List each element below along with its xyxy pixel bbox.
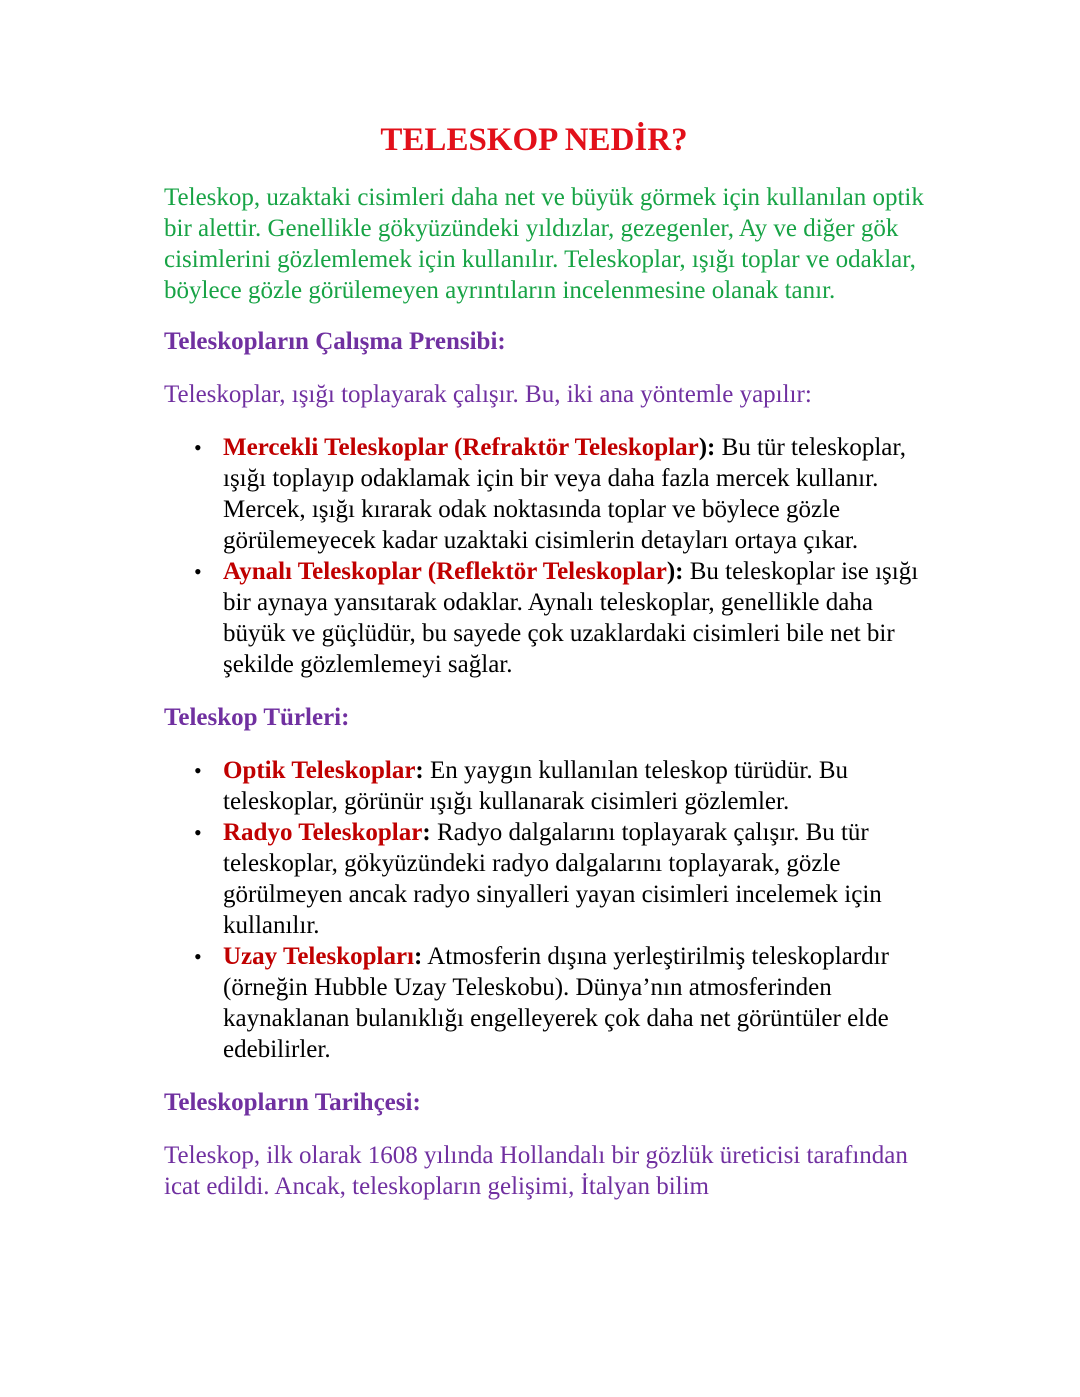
- section-paragraph: Teleskoplar, ışığı toplayarak çalışır. Bu, iki ana yöntemle yapılır:: [164, 381, 812, 408]
- list-item-term: Uzay Teleskopları: [223, 943, 414, 970]
- section-heading: Teleskopların Tarihçesi:: [164, 1089, 421, 1116]
- list-item-text: Radyo dalgalarını toplayarak çalışır. Bu tür teleskoplar, gökyüzündeki radyo dalgalarını toplayarak, gözle görülmeyen ancak radyo sinyalleri yayan cisimleri incelemek için kullanılır.: [223, 819, 882, 939]
- list-item-colon: :: [415, 757, 424, 784]
- list-item: [164, 432, 934, 556]
- section-paragraph: Teleskop, ilk olarak 1608 yılında Hollandalı bir gözlük üreticisi tarafından icat edildi. Ancak, teleskopların gelişimi, İtalyan bilim: [164, 1142, 908, 1200]
- list-item-colon: :: [414, 943, 423, 970]
- list-item-text: Atmosferin dışına yerleştirilmiş teleskoplardır (örneğin Hubble Uzay Teleskobu). Dünya’nın atmosferinden kaynaklanan bulanıklığı engelleyerek çok daha net görüntüler elde edebilirler.: [223, 943, 889, 1063]
- bullet-icon: •: [194, 944, 202, 969]
- list-item: [164, 941, 934, 1065]
- bullet-list: [164, 755, 934, 1065]
- list-item: [164, 817, 934, 941]
- page-title: TELESKOP NEDİR?: [380, 122, 688, 158]
- bullet-icon: •: [194, 435, 202, 460]
- list-item-term: Optik Teleskoplar: [223, 757, 416, 784]
- list-item-term: Mercekli Teleskoplar (Refraktör Teleskoplar: [223, 434, 699, 461]
- document-page: [164, 118, 934, 1224]
- list-item-text: En yaygın kullanılan teleskop türüdür. Bu teleskoplar, görünür ışığı kullanarak cisimleri gözlemler.: [223, 757, 848, 815]
- list-item-term: Aynalı Teleskoplar (Reflektör Teleskoplar: [223, 558, 667, 585]
- list-item-colon: :: [422, 819, 431, 846]
- list-item-colon: ):: [698, 434, 716, 461]
- list-item-colon: ):: [666, 558, 684, 585]
- section-history: [164, 1087, 934, 1202]
- bullet-icon: •: [194, 758, 202, 783]
- bullet-icon: •: [194, 559, 202, 584]
- list-item: [164, 556, 934, 680]
- list-item-text: Bu teleskoplar ise ışığı bir aynaya yansıtarak odaklar. Aynalı teleskoplar, genellikle daha büyük ve güçlüdür, bu sayede çok uzaklardaki cisimleri bile net bir şekilde gözlemlemeyi sağlar.: [223, 558, 919, 678]
- intro-paragraph: Teleskop, uzaktaki cisimleri daha net ve büyük görmek için kullanılan optik bir alettir. Genellikle gökyüzündeki yıldızlar, gezegenler, Ay ve diğer gök cisimlerini gözlemlemek için kullanılır. Teleskoplar, ışığı toplar ve odaklar, böylece gözle görülemeyen ayrıntıların incelenmesine olanak tanır.: [164, 184, 924, 304]
- list-item-text: Bu tür teleskoplar, ışığı toplayıp odaklamak için bir veya daha fazla mercek kullanır. Mercek, ışığı kırarak odak noktasında toplar ve böylece gözle görülemeyecek kadar uzaktaki cisimlerin detayları ortaya çıkar.: [223, 434, 906, 554]
- bullet-icon: •: [194, 820, 202, 845]
- section-heading: Teleskopların Çalışma Prensibi:: [164, 328, 506, 355]
- list-item-term: Radyo Teleskoplar: [223, 819, 423, 846]
- bullet-list: [164, 432, 934, 680]
- list-item: [164, 755, 934, 817]
- section-telescope-types: [164, 702, 934, 1065]
- section-working-principle: [164, 326, 934, 680]
- section-heading: Teleskop Türleri:: [164, 704, 350, 731]
